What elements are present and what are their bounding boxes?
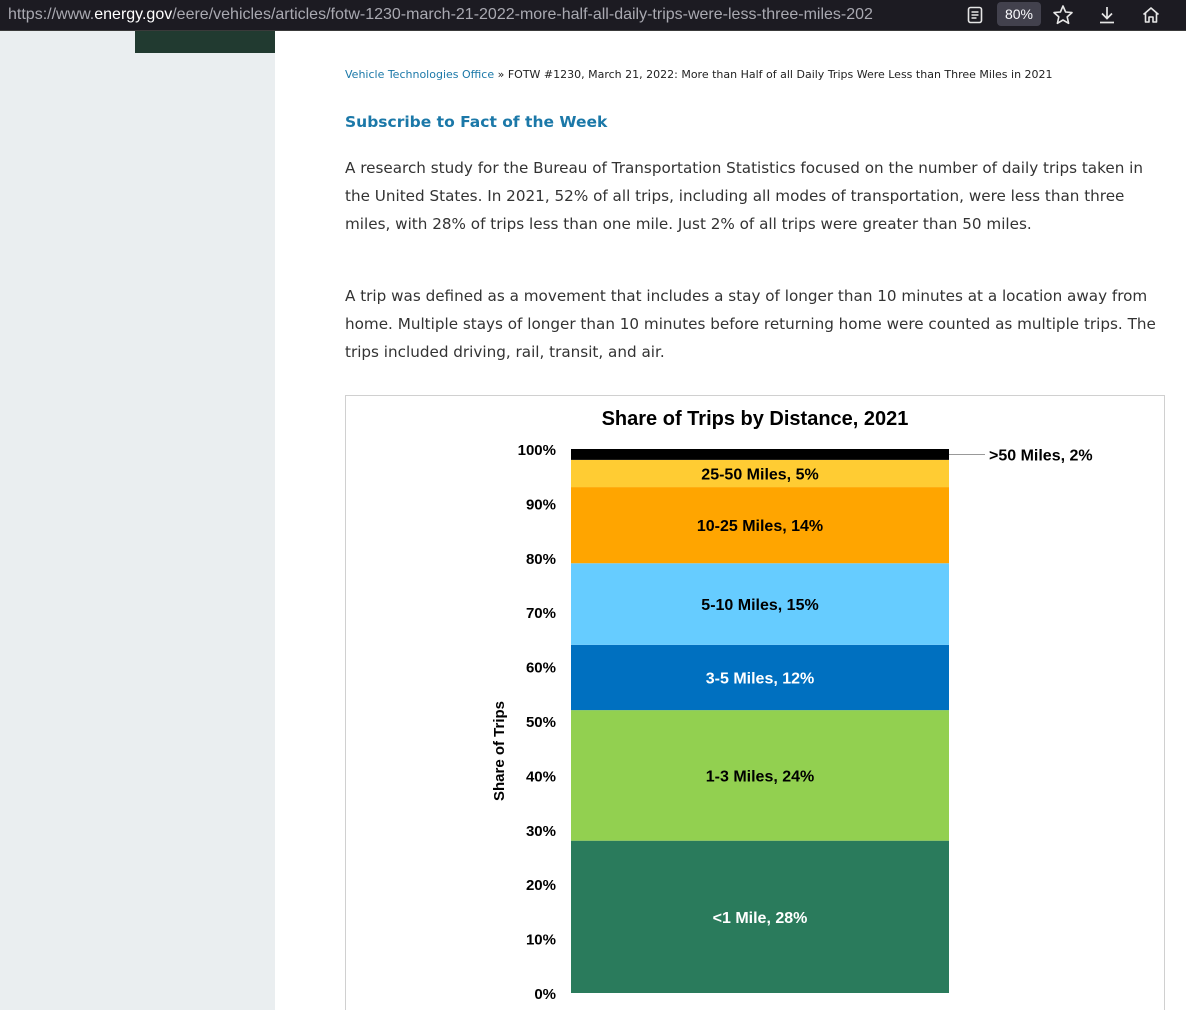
chart-container bbox=[345, 395, 1165, 1010]
bookmark-star-icon[interactable] bbox=[1050, 2, 1076, 28]
browser-toolbar bbox=[0, 0, 1186, 31]
sidebar-header-block bbox=[135, 31, 275, 53]
data-label: 5-10 Miles, 15% bbox=[701, 597, 819, 615]
y-axis-label: Share of Trips bbox=[491, 700, 508, 802]
zoom-level-button[interactable] bbox=[997, 2, 1041, 26]
y-tick-label: 30% bbox=[525, 822, 556, 840]
chart-title: Share of Trips by Distance, 2021 bbox=[601, 408, 909, 430]
breadcrumb-current: FOTW #1230, March 21, 2022: More than Half of all Daily Trips Were Less than Three Miles in 2021 bbox=[507, 68, 1053, 81]
y-tick-label: 10% bbox=[525, 931, 556, 949]
y-tick-label: 70% bbox=[525, 605, 556, 623]
y-tick-label: 90% bbox=[525, 496, 556, 514]
data-label: >50 Miles, 2% bbox=[989, 447, 1093, 465]
data-label: 25-50 Miles, 5% bbox=[701, 466, 819, 484]
home-icon[interactable] bbox=[1138, 2, 1164, 28]
downloads-icon[interactable] bbox=[1094, 2, 1120, 28]
y-tick-label: 20% bbox=[525, 877, 556, 895]
y-tick-label: 0% bbox=[534, 986, 556, 1003]
bar-segment bbox=[571, 449, 949, 460]
data-label: 10-25 Miles, 14% bbox=[696, 518, 824, 536]
subscribe-link[interactable]: Subscribe to Fact of the Week bbox=[345, 113, 608, 131]
article-paragraph: A research study for the Bureau of Transportation Statistics focused on the number of daily trips taken in the United States. In 2021, 52% of all trips, including all modes of transportation, were less than three miles, with 28% of trips less than one mile. Just 2% of all trips were greater than 50 miles. bbox=[345, 159, 1143, 233]
url-path: /eere/vehicles/articles/fotw-1230-march-21-2022-more-half-all-daily-trips-were-less-three-miles-202 bbox=[172, 6, 873, 23]
breadcrumb-link[interactable]: Vehicle Technologies Office bbox=[345, 68, 495, 81]
zoom-level: 80% bbox=[1004, 6, 1034, 22]
url-prefix: https://www. bbox=[8, 6, 95, 23]
stacked-bar-chart bbox=[346, 396, 1166, 1010]
y-tick-label: 100% bbox=[517, 442, 556, 459]
url-host: energy.gov bbox=[94, 6, 173, 23]
y-tick-label: 40% bbox=[525, 768, 556, 786]
data-label: 3-5 Miles, 12% bbox=[705, 670, 815, 688]
breadcrumb-separator: » bbox=[497, 68, 505, 81]
data-label: 1-3 Miles, 24% bbox=[705, 768, 815, 786]
article-paragraph: A trip was defined as a movement that includes a stay of longer than 10 minutes at a location away from home. Multiple stays of longer than 10 minutes before returning home were counted as multiple trips. The trips included driving, rail, transit, and air. bbox=[345, 287, 1156, 361]
breadcrumb bbox=[345, 68, 1175, 81]
address-bar[interactable] bbox=[8, 3, 958, 27]
y-tick-label: 50% bbox=[525, 714, 556, 731]
left-sidebar bbox=[0, 31, 275, 1010]
y-tick-label: 80% bbox=[525, 550, 556, 568]
y-tick-label: 60% bbox=[525, 659, 556, 677]
data-label: <1 Mile, 28% bbox=[712, 909, 808, 927]
reader-view-icon[interactable] bbox=[962, 2, 988, 28]
